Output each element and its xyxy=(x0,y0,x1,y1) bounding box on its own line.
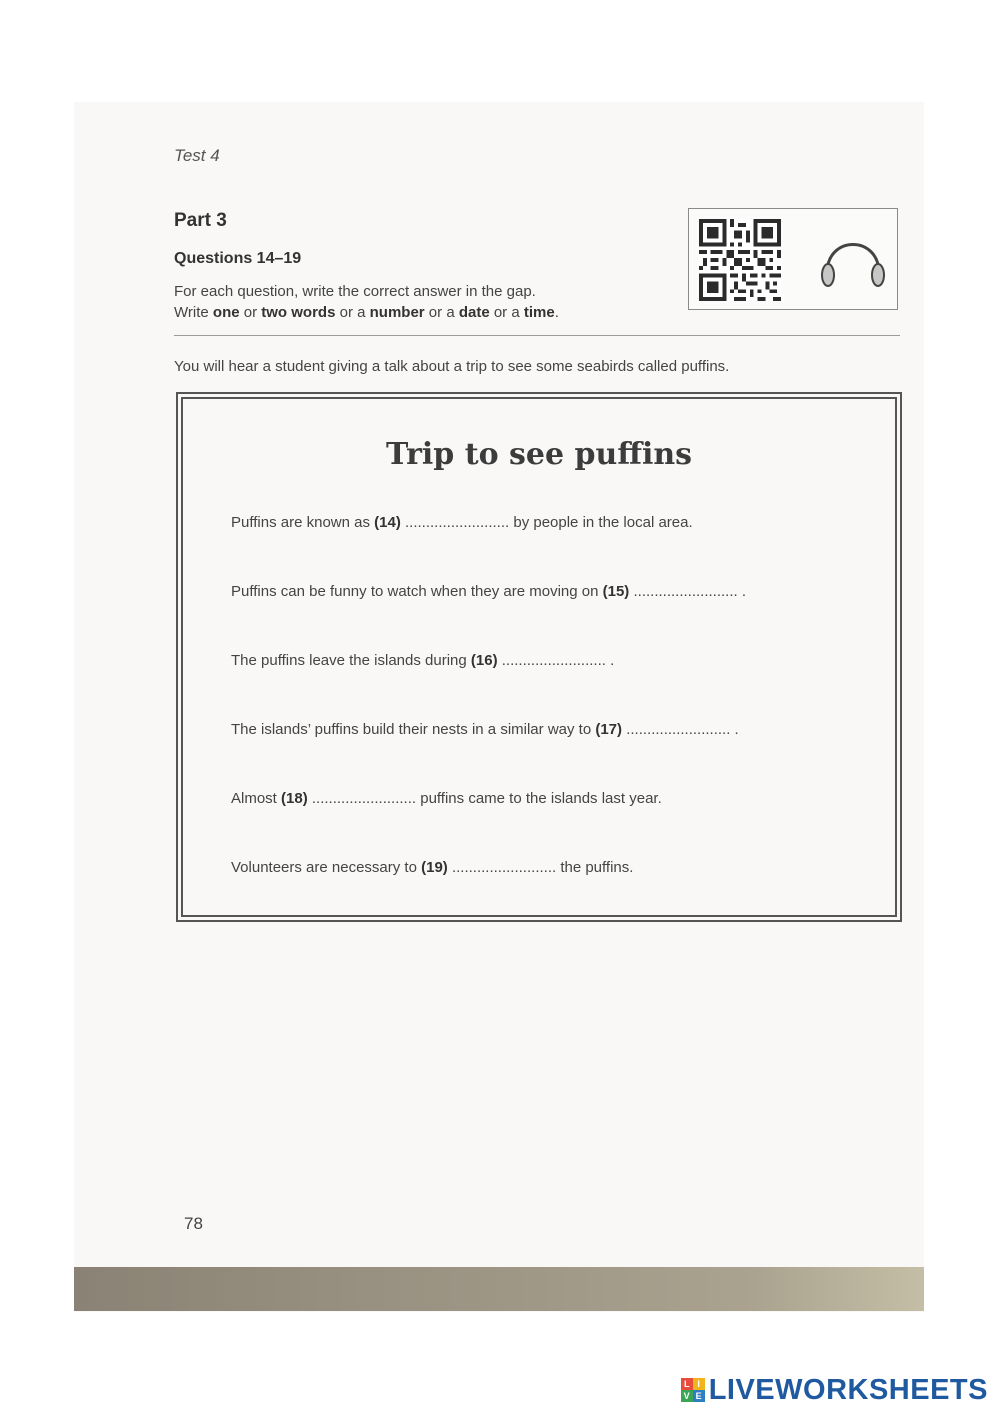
question-number: (19) xyxy=(421,859,448,876)
question-number: (17) xyxy=(595,721,623,738)
audio-box[interactable] xyxy=(688,208,898,310)
notes-box xyxy=(176,392,902,922)
page-number: 78 xyxy=(184,1214,203,1233)
notes-inner-frame xyxy=(181,397,897,917)
instruction-line-1: For each question, write the correct answer in the gap. xyxy=(174,283,536,300)
part-title: Part 3 xyxy=(174,210,227,231)
instruction-line-2: Write one or two words or a number or a date or a time. xyxy=(174,304,559,321)
worksheet-page xyxy=(74,102,924,1312)
footer-band xyxy=(74,1267,924,1311)
gap-fill-item-17[interactable]: The islands’ puffins build their nests in a similar way to (17) ......................... . xyxy=(231,721,739,738)
gap-fill-item-19[interactable]: Volunteers are necessary to (19) ......................... the puffins. xyxy=(231,859,634,876)
gap-fill-item-16[interactable]: The puffins leave the islands during (16) ......................... . xyxy=(231,652,615,669)
listening-intro: You will hear a student giving a talk about a trip to see some seabirds called puffins. xyxy=(174,358,730,375)
divider-line xyxy=(174,335,900,336)
liveworksheets-logo xyxy=(681,1372,988,1408)
question-number: (14) xyxy=(374,514,401,531)
notes-title: Trip to see puffins xyxy=(385,437,693,472)
question-number: (16) xyxy=(470,652,498,669)
liveworksheets-icon: L I V E xyxy=(681,1378,705,1402)
gap-fill-item-15[interactable]: Puffins can be funny to watch when they are moving on (15) ......................... . xyxy=(231,583,747,600)
brand-name: LIVEWORKSHEETS xyxy=(708,1373,988,1406)
qr-code-icon[interactable] xyxy=(699,219,781,301)
gap-fill-item-14[interactable]: Puffins are known as (14) ......................... by people in the local area. xyxy=(231,514,693,531)
question-number: (15) xyxy=(602,583,630,600)
questions-range: Questions 14–19 xyxy=(174,250,302,267)
question-number: (18) xyxy=(281,790,308,807)
headphones-icon xyxy=(817,229,889,291)
test-label: Test 4 xyxy=(174,146,220,165)
gap-fill-item-18[interactable]: Almost (18) ......................... puffins came to the islands last year. xyxy=(231,790,662,807)
